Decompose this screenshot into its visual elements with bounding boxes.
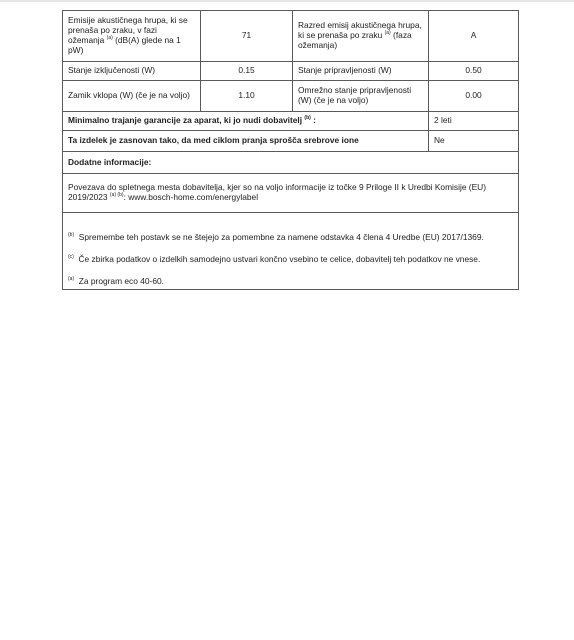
- supplier-link-cell: [63, 174, 519, 213]
- noise-class-note: (faza ožemanja): [298, 30, 412, 50]
- table-row: [63, 11, 519, 62]
- table-row: [63, 81, 519, 112]
- warranty-value: 2 leti: [429, 112, 519, 131]
- table-row: [63, 213, 519, 290]
- noise-class-value: A: [429, 11, 519, 62]
- footnote-b: [68, 233, 513, 243]
- off-mode-label: Stanje izključenosti (W): [63, 62, 201, 81]
- footnote-marker: (a): [68, 276, 75, 283]
- noise-emission-label: Emisije akustičnega hrupa, ki se prenaša po zraku, v fazi ožemanja: [68, 15, 188, 45]
- footnotes-cell: [63, 213, 519, 290]
- table-row: [63, 112, 519, 131]
- noise-emission-value: 71: [201, 11, 293, 62]
- footnote-text: Za program eco 40-60.: [78, 275, 164, 286]
- warranty-colon: :: [313, 115, 316, 126]
- supplier-link-text: Povezava do spletnega mesta dobavitelja, kjer so na voljo informacije iz točke 9 Priloge II k Uredbi Komisije (EU) 2019/2023: [68, 182, 487, 202]
- footnote-marker: (b): [68, 232, 75, 239]
- table-row: [63, 131, 519, 152]
- delay-start-label: Zamik vklopa (W) (če je na voljo): [63, 81, 201, 112]
- footnote-c: [68, 255, 513, 265]
- footnote-marker: (b): [304, 115, 311, 122]
- product-info-table: [62, 10, 519, 290]
- footnote-text: Če zbirka podatkov o izdelkih samodejno ustvari končno vsebino te celice, dobavitelj teh podatkov ne vnese.: [78, 253, 481, 264]
- off-mode-value: 0.15: [201, 62, 293, 81]
- silver-ions-label: Ta izdelek je zasnovan tako, da med ciklom pranja sprošča srebrove ione: [63, 131, 429, 152]
- footnote-marker: (c): [68, 254, 74, 261]
- delay-start-value: 1.10: [201, 81, 293, 112]
- supplier-link-url[interactable]: : www.bosch-home.com/energylabel: [123, 192, 259, 202]
- table-row: [63, 152, 519, 174]
- footnote-marker: (a): [384, 30, 391, 37]
- networked-standby-label: Omrežno stanje pripravljenosti (W) (če je na voljo): [293, 81, 429, 112]
- silver-ions-value: Ne: [429, 131, 519, 152]
- networked-standby-value: 0.00: [429, 81, 519, 112]
- table-row: [63, 174, 519, 213]
- table-row: [63, 62, 519, 81]
- noise-emission-unit: (dB(A) glede na 1 pW): [68, 35, 181, 55]
- footnote-a: [68, 277, 513, 287]
- additional-info-header: Dodatne informacije:: [63, 152, 519, 174]
- footnote-marker: (a): [106, 35, 113, 42]
- top-divider: [0, 0, 574, 2]
- standby-label: Stanje pripravljenosti (W): [293, 62, 429, 81]
- footnote-text: Spremembe teh postavk se ne štejejo za pomembne za namene odstavka 4 člena 4 Uredbe (EU) 2017/1369.: [78, 232, 484, 242]
- warranty-label: Minimalno trajanje garancije za aparat, ki jo nudi dobavitelj: [68, 115, 303, 126]
- noise-class-label: Razred emisij akustičnega hrupa, ki se prenaša po zraku: [298, 20, 422, 41]
- standby-value: 0.50: [429, 62, 519, 81]
- warranty-label-cell: [63, 112, 429, 131]
- footnote-marker: (a) (b): [109, 192, 124, 199]
- noise-class-label-cell: [293, 11, 429, 62]
- noise-emission-label-cell: [63, 11, 201, 62]
